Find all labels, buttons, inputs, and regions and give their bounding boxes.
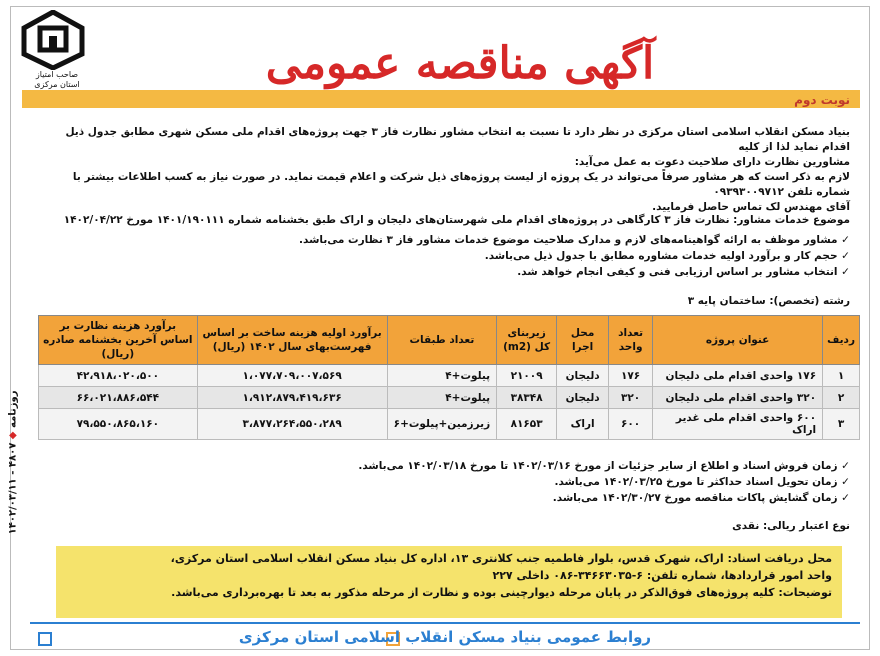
document-location-box <box>56 546 842 618</box>
cell-area: ۸۱۶۵۳ <box>497 409 557 440</box>
header-cell: برآورد هزینه نظارت بر اساس آخرین بخشنامه صادره (ریال) <box>39 316 198 365</box>
foundation-logo-icon <box>18 10 88 70</box>
newspaper-stamp <box>7 390 19 535</box>
date-item: ✓ زمان گشایش پاکات مناقصه مورخ ۱۴۰۲/۳۰/۲۷ می‌باشد. <box>70 490 850 506</box>
header-cell: ردیف <box>823 316 860 365</box>
cell-area: ۲۱۰۰۹ <box>497 365 557 387</box>
dates-list <box>70 458 850 506</box>
intro-line: لازم به ذکر است که هر مشاور صرفاً می‌تواند در یک پروژه از لیست پروژه‌های ذیل شرکت و اعلام قیمت نماید. در صورت نیاز به کسب اطلاعات بیشتر با شماره تلفن ۰۹۳۹۳۰۰۹۷۱۲ <box>72 171 850 198</box>
newspaper-label: روزنامه <box>7 390 19 428</box>
requirements-list <box>70 232 850 280</box>
cell-project: ۶۰۰ واحدی اقدام ملی غدیر اراک <box>653 409 823 440</box>
header-cell: زیربنای کل (m2) <box>497 316 557 365</box>
header-cell: تعداد طبقات <box>387 316 496 365</box>
service-subject <box>50 212 850 228</box>
cell-supervision-cost: ۶۶،۰۲۱،۸۸۶،۵۴۴ <box>39 387 198 409</box>
cell-floors: پیلوت+۴ <box>387 387 496 409</box>
requirement-item: ✓ مشاور موظف به ارائه گواهینامه‌های لازم و مدارک صلاحیت موضوع خدمات مشاور فاز ۳ نظارت می‌باشد. <box>70 232 850 248</box>
cell-units: ۶۰۰ <box>609 409 653 440</box>
date-item: ✓ زمان تحویل اسناد حداکثر تا مورخ ۱۴۰۲/۰۳/۲۵ می‌باشد. <box>70 474 850 490</box>
newspaper-issue: ۴۸۰۷ - ۱۴۰۲/۰۳/۱۱ <box>7 442 19 535</box>
cell-units: ۳۲۰ <box>609 387 653 409</box>
cell-index: ۲ <box>823 387 860 409</box>
box-line: واحد امور قراردادها، شماره تلفن: ۶-۳۴۶۶۳۰۳۵-۰۸۶ داخلی ۲۲۷ <box>492 569 832 582</box>
cell-build-cost: ۱،۹۱۲،۸۷۹،۴۱۹،۶۳۶ <box>197 387 387 409</box>
table-row <box>39 365 860 387</box>
box-line: محل دریافت اسناد: اراک، شهرک قدس، بلوار فاطمیه جنب کلانتری ۱۳، اداره کل بنیاد مسکن انقلاب اسلامی استان مرکزی، <box>170 552 832 565</box>
header-cell: برآورد اولیه هزینه ساخت بر اساس فهرست‌بهای سال ۱۴۰۲ (ریال) <box>197 316 387 365</box>
cell-project: ۳۲۰ واحدی اقدام ملی دلیجان <box>653 387 823 409</box>
cell-build-cost: ۱،۰۷۷،۷۰۹،۰۰۷،۵۶۹ <box>197 365 387 387</box>
cell-project: ۱۷۶ واحدی اقدام ملی دلیجان <box>653 365 823 387</box>
newspaper-logo-icon: ◆ <box>7 431 19 440</box>
cell-area: ۳۸۳۴۸ <box>497 387 557 409</box>
subject-label: موضوع خدمات مشاور: <box>733 214 850 226</box>
guarantee-type: نوع اعتبار ریالی: نقدی <box>732 520 850 532</box>
cell-location: اراک <box>557 409 609 440</box>
intro-line: آقای مهندس لک تماس حاصل فرمایید. <box>652 201 850 213</box>
intro-line: بنیاد مسکن انقلاب اسلامی استان مرکزی در نظر دارد تا نسبت به انتخاب مشاور نظارت فاز ۳ جهت پروژه‌های اقدام ملی مسکن شهری مطابق جدول ذیل اقدام نماید لذا از کلیه <box>65 126 850 153</box>
intro-line: مشاورین نظارت دارای صلاحیت دعوت به عمل می‌آید: <box>574 156 850 168</box>
requirement-item: ✓ انتخاب مشاور بر اساس ارزیابی فنی و کیفی انجام خواهد شد. <box>70 264 850 280</box>
round-label: نوبت دوم <box>794 93 850 107</box>
logo-caption-line2: استان مرکزی <box>34 80 80 89</box>
cell-supervision-cost: ۴۲،۹۱۸،۰۲۰،۵۰۰ <box>39 365 198 387</box>
footer-text: روابط عمومی بنیاد مسکن انقلاب اسلامی استان مرکزی <box>238 628 652 646</box>
logo-caption <box>12 70 102 90</box>
table-row <box>39 387 860 409</box>
projects-table <box>38 315 860 440</box>
header-cell: تعداد واحد <box>609 316 653 365</box>
table-header-row <box>39 316 860 365</box>
cell-build-cost: ۳،۸۷۷،۲۶۴،۵۵۰،۲۸۹ <box>197 409 387 440</box>
date-item: ✓ زمان فروش اسناد و اطلاع از سایر جزئیات از مورخ ۱۴۰۲/۰۳/۱۶ تا مورخ ۱۴۰۲/۰۳/۱۸ می‌باشد. <box>70 458 850 474</box>
box-line: توضیحات: کلیه پروژه‌های فوق‌الذکر در پایان مرحله دیوارچینی بوده و نظارت از مرحله مذکور به بعد تا بهره‌برداری می‌باشد. <box>171 586 832 599</box>
table-row <box>39 409 860 440</box>
cell-index: ۱ <box>823 365 860 387</box>
requirement-item: ✓ حجم کار و برآورد اولیه خدمات مشاوره مطابق با جدول ذیل می‌باشد. <box>70 248 850 264</box>
intro-paragraph <box>55 125 850 215</box>
round-band <box>22 90 860 108</box>
square-bullet-icon <box>38 632 52 646</box>
header-cell: محل اجرا <box>557 316 609 365</box>
notice-title: آگهی مناقصه عمومی <box>265 38 655 89</box>
footer-bar <box>30 622 860 648</box>
cell-index: ۳ <box>823 409 860 440</box>
cell-supervision-cost: ۷۹،۵۵۰،۸۶۵،۱۶۰ <box>39 409 198 440</box>
field-specialty: رشته (تخصص): ساختمان پایه ۳ <box>687 295 850 307</box>
logo-caption-line1: صاحب امتیاز <box>35 70 79 79</box>
subject-text: نظارت فاز ۳ کارگاهی در پروژه‌های اقدام ملی شهرستان‌های دلیجان و اراک طبق بخشنامه شماره ۱۴۰۱/۱۹۰۱۱۱ مورخ ۱۴۰۲/۰۴/۲۲ <box>63 214 730 226</box>
cell-floors: زیرزمین+پیلوت+۶ <box>387 409 496 440</box>
cell-location: دلیجان <box>557 365 609 387</box>
cell-units: ۱۷۶ <box>609 365 653 387</box>
cell-location: دلیجان <box>557 387 609 409</box>
header-cell: عنوان پروژه <box>653 316 823 365</box>
cell-floors: پیلوت+۴ <box>387 365 496 387</box>
